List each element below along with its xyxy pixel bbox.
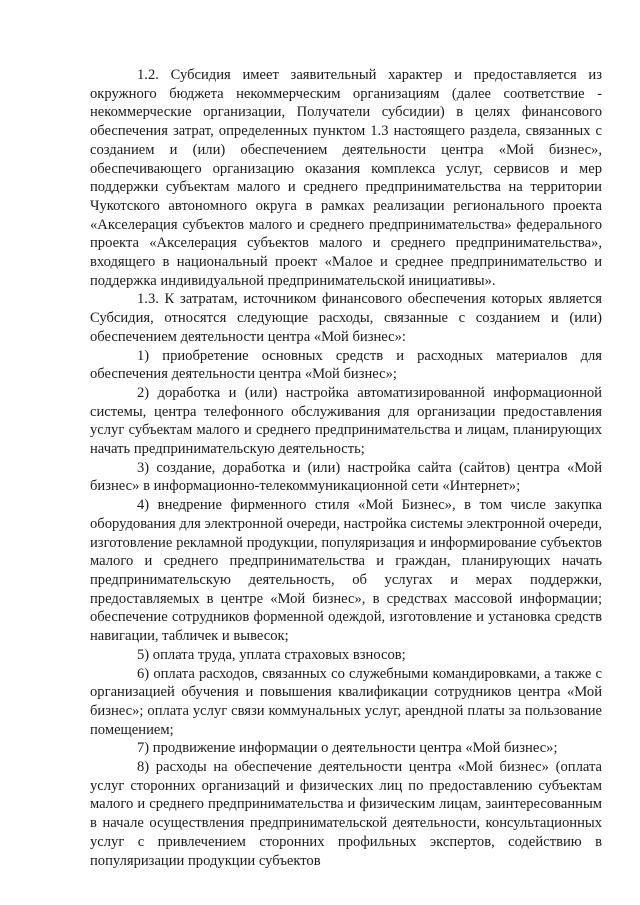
list-item-8: 8) расходы на обеспечение деятельности центра «Мой бизнес» (оплата услуг сторонних организаций и физических лиц по предоставлению субъектам малого и среднего предпринимательства и физическим лицам, заинтересованным в начале осуществления предпринимательской деятельности, консультационных услуг с привлечением сторонних профильных экспертов, содействию в популяризации продукции субъектов xyxy=(90,759,602,869)
document-page xyxy=(90,66,602,870)
paragraph-1-3: 1.3. К затратам, источником финансового обеспечения которых является Субсидия, относятся следующие расходы, связанные с созданием и (или) обеспечением деятельности центра «Мой бизнес»: xyxy=(90,291,602,345)
list-item-5: 5) оплата труда, уплата страховых взносов; xyxy=(137,646,406,663)
list-item-7: 7) продвижение информации о деятельности центра «Мой бизнес»; xyxy=(137,740,558,757)
list-item-2: 2) доработка и (или) настройка автоматизированной информационной системы, центра телефонного обслуживания для организации предоставления услуг субъектам малого и среднего предпринимательства и лицам, планирующих начать предпринимательскую деятельность; xyxy=(90,384,602,458)
list-item-1: 1) приобретение основных средств и расходных материалов для обеспечения деятельности центра «Мой бизнес»; xyxy=(90,347,602,383)
paragraph-1-2: 1.2. Субсидия имеет заявительный характер и предоставляется из окружного бюджета некоммерческим организациям (далее соответствие - некоммерческие организации, Получатели субсидии) в целях финансового обеспечения затрат, определенных пунктом 1.3 настоящего раздела, связанных с созданием и (или) обеспечением деятельности центра «Мой бизнес», обеспечивающего организацию оказания комплекса услуг, сервисов и мер поддержки субъектам малого и среднего предпринимательства на территории Чукотского автономного округа в рамках реализации регионального проекта «Акселерация субъектов малого и среднего предпринимательства» федерального проекта «Акселерация субъектов малого и среднего предпринимательства», входящего в национальный проект «Малое и среднее предпринимательство и поддержка индивидуальной предпринимательской инициативы». xyxy=(90,67,602,289)
list-item-4: 4) внедрение фирменного стиля «Мой Бизнес», в том числе закупка оборудования для электронной очереди, настройка системы электронной очереди, изготовление рекламной продукции, популяризация и информирование субъектов малого и среднего предпринимательства и граждан, планирующих начать предпринимательскую деятельность, об услугах и мерах поддержки, предоставляемых в центре «Мой бизнес», в средствах массовой информации; обеспечение сотрудников форменной одеждой, изготовление и установка средств навигации, табличек и вывесок; xyxy=(90,497,602,645)
list-item-3: 3) создание, доработка и (или) настройка сайта (сайтов) центра «Мой бизнес» в информационно-телекоммуникационной сети «Интернет»; xyxy=(90,459,602,495)
list-item-6: 6) оплата расходов, связанных со служебными командировками, а также с организацией обучения и повышения квалификации сотрудников центра «Мой бизнес»; оплата услуг связи коммунальных услуг, арендной платы за пользование помещением; xyxy=(90,665,602,738)
